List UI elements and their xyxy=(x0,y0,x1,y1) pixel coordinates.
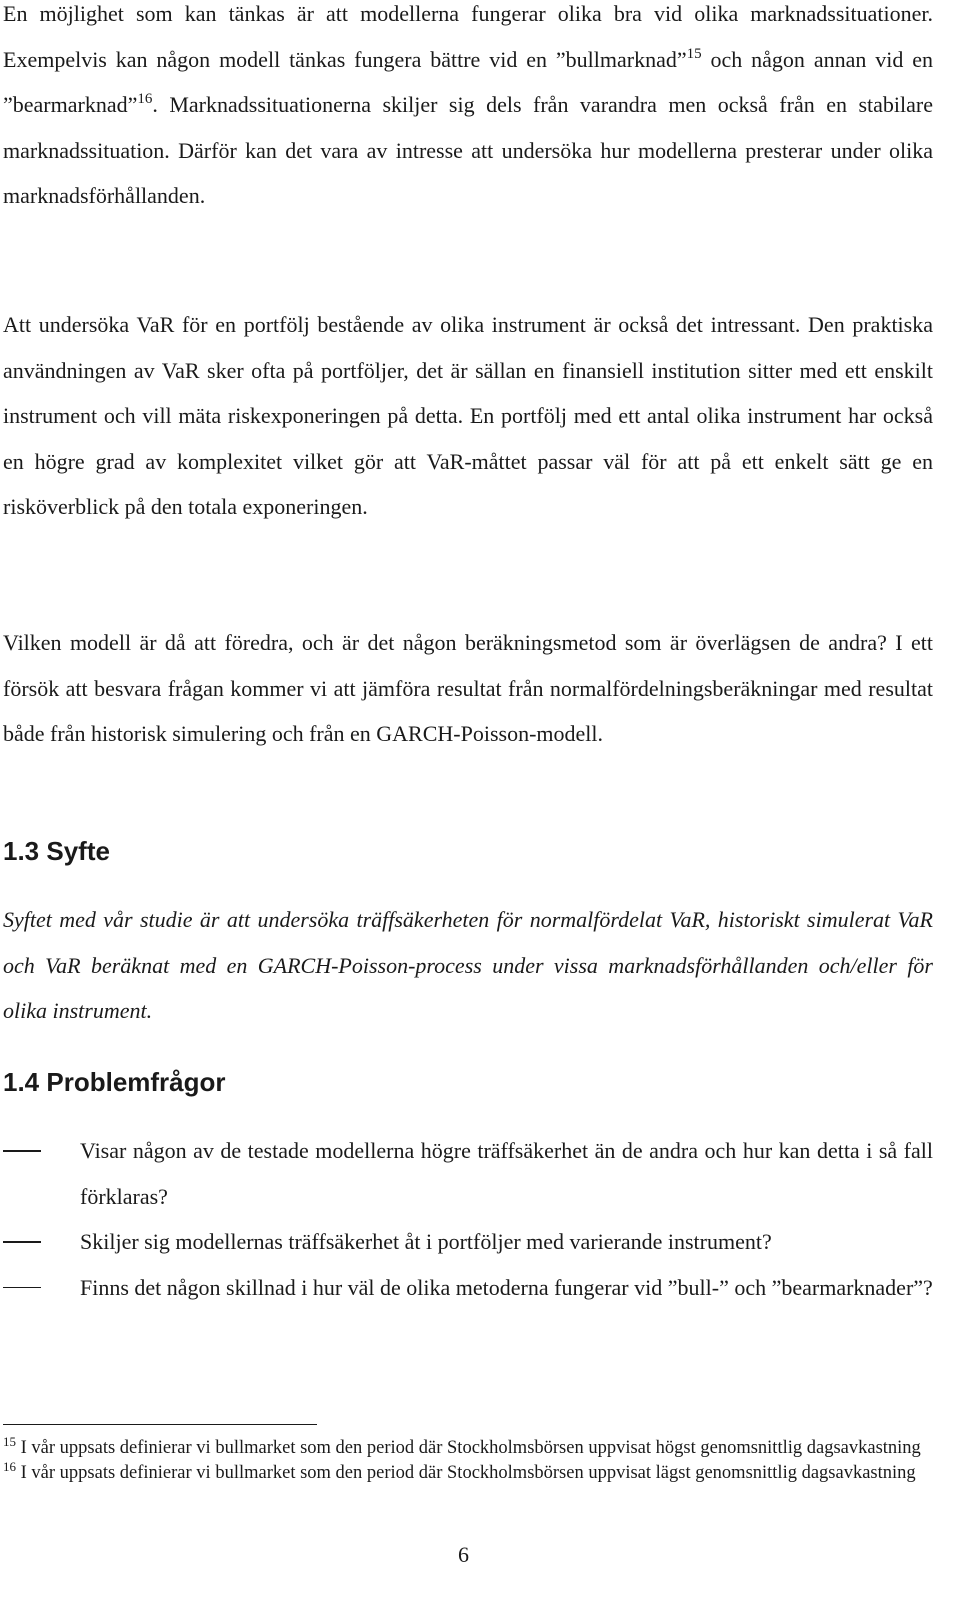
footnote-divider xyxy=(3,1424,317,1425)
document-page xyxy=(3,0,934,1567)
question-text: Finns det någon skillnad i hur väl de olika metoderna fungerar vid ”bull-” och ”bearmarknader”? xyxy=(80,1274,933,1300)
dash-bullet-icon xyxy=(3,1287,41,1289)
footnotes xyxy=(3,1436,933,1486)
paragraph-text: . Marknadssituationerna skiljer sig dels från varandra men också från en stabilare marknadssituation. Därför kan det vara av intresse att undersöka hur modellerna presterar under olika marknadsförhållanden. xyxy=(3,92,933,208)
question-list xyxy=(3,1128,933,1310)
footnote-16 xyxy=(3,1461,933,1486)
paragraph-syfte: Syftet med vår studie är att undersöka träffsäkerheten för normalfördelat VaR, historiskt simulerat VaR och VaR beräknat med en GARCH-Poisson-process under vissa marknadsförhållanden och/eller för olika instrument. xyxy=(3,907,933,1023)
footnote-ref-15[interactable]: 15 xyxy=(686,45,702,62)
question-text: Skiljer sig modellernas träffsäkerhet åt i portföljer med varierande instrument? xyxy=(80,1229,772,1254)
page-number: 6 xyxy=(458,1542,469,1567)
list-item xyxy=(3,1219,933,1265)
paragraph-which-model: Vilken modell är då att föredra, och är det någon beräkningsmetod som är överlägsen de andra? I ett försök att besvara frågan kommer vi att jämföra resultat från normalfördelningsberäkningar med resultat både från historisk simulering och från en GARCH-Poisson-modell. xyxy=(3,630,933,746)
section-heading-problemfragor: 1.4 Problemfrågor xyxy=(3,1067,226,1097)
footnote-text: I vår uppsats definierar vi bullmarket som den period där Stockholmsbörsen uppvisat högst genomsnittlig dagsavkastning xyxy=(16,1438,921,1458)
paragraph-portfolio: Att undersöka VaR för en portfölj bestående av olika instrument är också det intressant. Den praktiska användningen av VaR sker ofta på portföljer, det är sällan en finansiell institution sitter med ett enskilt instrument och vill mäta riskexponeringen på detta. En portfölj med ett antal olika instrument har också en högre grad av komplexitet vilket gör att VaR-måttet passar väl för att på ett enkelt sätt ge en risköverblick på den totala exponeringen. xyxy=(3,312,933,519)
dash-bullet-icon xyxy=(3,1150,41,1152)
paragraph-text: och någon annan vid en ”bearmarknad” xyxy=(3,46,934,117)
question-text: Visar någon av de testade modellerna högre träffsäkerhet än de andra och hur kan detta i så fall förklaras? xyxy=(80,1138,933,1209)
footnote-text: I vår uppsats definierar vi bullmarket som den period där Stockholmsbörsen uppvisat lägst genomsnittlig dagsavkastning xyxy=(16,1463,916,1483)
section-heading-syfte: 1.3 Syfte xyxy=(3,836,110,866)
footnote-ref-16[interactable]: 16 xyxy=(137,91,153,107)
list-item xyxy=(3,1265,933,1311)
footnote-number: 15 xyxy=(3,1434,16,1449)
footnote-15 xyxy=(3,1436,933,1461)
paragraph-text: En möjlighet som kan tänkas är att modellerna fungerar olika bra vid olika marknadssituationer. Exempelvis kan någon modell tänkas fungera bättre vid en ”bullmarknad” xyxy=(3,1,933,72)
dash-bullet-icon xyxy=(3,1241,41,1243)
paragraph-market-situations xyxy=(3,0,933,219)
footnote-number: 16 xyxy=(3,1459,16,1474)
list-item xyxy=(3,1128,933,1219)
